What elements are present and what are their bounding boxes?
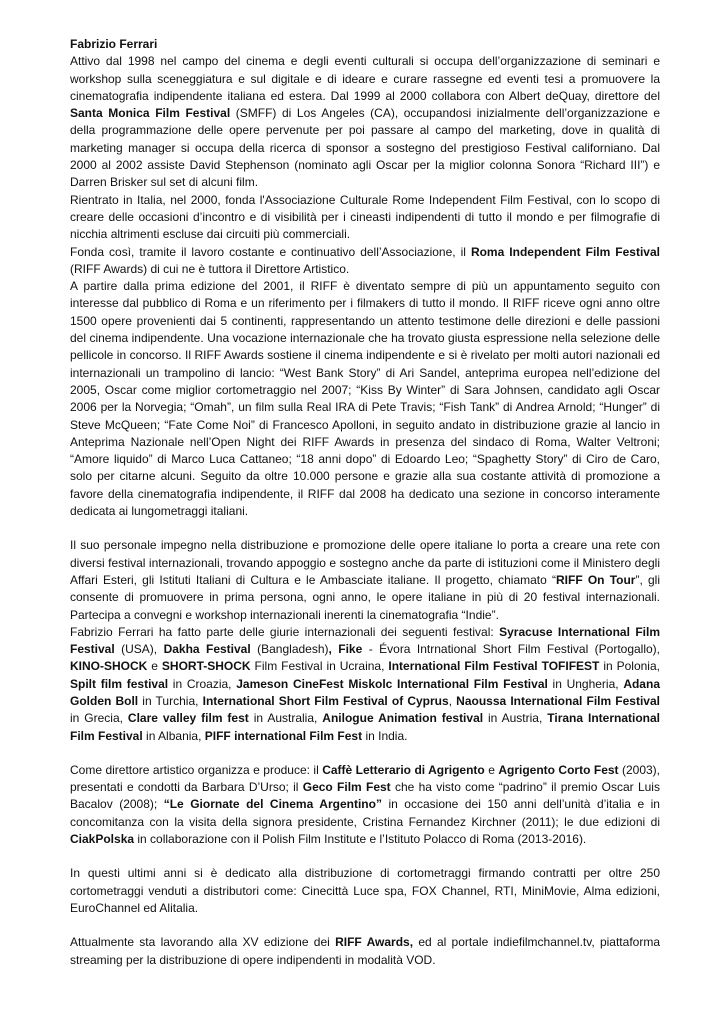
bold-text: CiakPolska — [70, 832, 135, 847]
text: (2003), presentati e condotti da Barbara D’Urso; il — [70, 762, 661, 795]
paragraph-juries — [70, 624, 660, 745]
text: in Grecia, — [70, 711, 128, 726]
paragraph-riff-founding — [70, 244, 660, 279]
text: (SMFF) di Los Angeles (CA), occupandosi inizialmente dell’organizzazione e della programmazione delle opere pervenute per poi passare al campo del marketing, dove in qualità di marketing manager si occupa della ricerca di sponsor a sostegno del prestigioso Festival californiano. Dal 2000 al 2002 assiste David Stephenson (nominato agli Oscar per la miglior colonna Sonora “Richard III”) e Darren Brisker sul set di alcuni film. — [70, 106, 661, 190]
bold-text: Santa Monica Film Festival — [70, 106, 231, 121]
text: (USA), — [114, 642, 164, 657]
text: Attualmente sta lavorando alla XV edizione dei — [70, 935, 336, 950]
bold-text: International Film Festival TOFIFEST — [388, 659, 600, 674]
text: , — [448, 693, 457, 708]
text: Film Festival in Ucraina, — [250, 659, 389, 674]
text: che ha visto come “padrino” il premio Oscar Luis Bacalov (2008); — [70, 780, 660, 812]
bold-text: KINO-SHOCK — [70, 659, 148, 674]
text: Come direttore artistico organizza e produce: il — [70, 762, 323, 777]
bold-text: Roma Independent Film Festival — [470, 244, 660, 259]
bold-text: Geco Film Fest — [302, 780, 391, 795]
bold-text: Adana Golden Boll — [70, 676, 660, 708]
text: in Croazia, — [168, 676, 237, 691]
paragraph-riff-on-tour — [70, 537, 660, 623]
text: Il suo personale impegno nella distribuzione e promozione delle opere italiane lo porta a creare una rete con diversi festival internazionali, trovando appoggio e sostegno anche da parte di istituzioni come il Ministero degli Affari Esteri, gli Istituti Italiani di Cultura e le Ambasciate italiane. Il progetto, chiamato “ — [70, 538, 660, 587]
bold-text: Clare valley film fest — [127, 711, 249, 726]
paragraph-artistic-director — [70, 762, 660, 848]
bold-text: PIFF international Film Fest — [204, 728, 363, 743]
text: in Austria, — [483, 711, 548, 726]
bold-text: SHORT-SHOCK — [161, 659, 251, 674]
biography-document — [70, 36, 660, 969]
paragraph-current-work — [70, 934, 660, 969]
paragraph-distribution: In questi ultimi anni si è dedicato alla distribuzione di cortometraggi firmando contratti per oltre 250 cortometraggi venduti a distributori come: Cinecittà Luce spa, FOX Channel, RTI, MiniMovie, Alma edizioni, EuroChannel ed Alitalia. — [70, 866, 660, 915]
text: Attivo dal 1998 nel campo del cinema e degli eventi culturali si occupa dell’organizzazione di seminari e workshop sulla sceneggiatura e sul digitale e di ideare e curare rassegne ed eventi tesi a promuovere la cinematografia indipendente italiana ed estera. Dal 1999 al 2000 collabora con Albert deQuay, direttore del — [70, 54, 660, 103]
text: in Ungheria, — [547, 676, 624, 691]
bold-text: Jameson CineFest Miskolc International Film Festival — [236, 676, 548, 691]
text: in Turchia, — [138, 693, 203, 708]
bold-text: RIFF On Tour — [556, 572, 636, 587]
text: in Australia, — [248, 711, 323, 726]
text: in collaborazione con il Polish Film Institute e l’Istituto Polacco di Roma (2013-2016). — [134, 832, 587, 847]
bold-text: Dakha Festival — [163, 642, 251, 657]
text: Fonda così, tramite il lavoro costante e continuativo dell’Associazione, il — [70, 244, 471, 259]
paragraph-early-career — [70, 53, 660, 191]
text: e — [147, 659, 162, 674]
text: - Évora Intrnational Short Film Festival (Portogallo), — [362, 642, 661, 657]
bold-text: Syracuse International Film Festival — [70, 624, 661, 657]
text: in India. — [362, 728, 408, 743]
bold-text: Naoussa International Film Festival — [456, 693, 660, 708]
bold-text: Anilogue Animation festival — [322, 711, 484, 726]
text: (Bangladesh) — [250, 642, 329, 657]
paragraph-riff-history: A partire dalla prima edizione del 2001, il RIFF è diventato sempre di più un appuntamento seguito con interesse dal pubblico di Roma e un riferimento per i filmakers di tutto il mondo. Il RIFF riceve ogni anno oltre 1500 opere provenienti dai 5 continenti, rappresentando un attento testimone delle direzioni e delle passioni del cinema indipendente. Una vocazione internazionale che ha trovato giusta espressione nella selezione delle pellicole in concorso. Il RIFF Awards sostiene il cinema indipendente e si è rivelato per molti autori nazionali ed internazionali un trampolino di lancio: “West Bank Story” di Ari Sandel, anteprima europea nell’edizione del 2005, Oscar come miglior cortometraggio nel 2007; “Kiss By Winter” di Sara Johnsen, candidato agli Oscar 2006 per la Norvegia; “Omah”, un film sulla Real IRA di Pete Travis; “Fish Tank” di Andrea Arnold; “Hunger” di Steve McQueen; “Fate Come Noi” di Francesco Apolloni, in seguito andato in distribuzione grazie al lancio in Anteprima Nazionale nell’Open Night dei RIFF Awards in presenza del sindaco di Roma, Walter Veltroni; “Amore liquido” di Marco Luca Cattaneo; “18 anni dopo” di Edoardo Leo; “Spaghetty Story” di Ciro de Caro, solo per citarne alcuni. Seguito da oltre 10.000 persone e grazie alla sua costante attività di promozione a favore della cinematografia indipendente, il RIFF dal 2008 ha dedicato una sezione in concorso interamente dedicata ai lungometraggi italiani. — [70, 279, 660, 519]
bold-text: Tirana International Film Festival — [70, 711, 661, 743]
text: ed al portale indiefilmchannel.tv, piattaforma streaming per la distribuzione di opere indipendenti in modalità VOD. — [70, 935, 660, 967]
bold-text: “Le Giornate del Cinema Argentino” — [163, 797, 382, 812]
text: in Albania, — [142, 728, 205, 743]
document-title: Fabrizio Ferrari — [70, 37, 158, 51]
text: in Polonia, — [599, 659, 660, 674]
text: e — [484, 762, 499, 777]
text: (RIFF Awards) di cui ne è tuttora il Direttore Artistico. — [70, 261, 350, 276]
text: in occasione dei 150 anni dell’unità d’italia e in concomitanza con la visita della signora presidente, Cristina Fernandez Kirchner (2011); le due edizioni di — [70, 797, 660, 829]
bold-text: , Fike — [328, 642, 363, 657]
bold-text: Spilt film festival — [70, 676, 169, 691]
bold-text: RIFF Awards, — [335, 935, 414, 950]
bold-text: Agrigento Corto Fest — [498, 762, 619, 777]
text: ”, gli consente di promuovere in prima persona, ogni anno, le opere italiane in più di 20 festival internazionali. Partecipa a convegni e workshop internazionali inerenti la cinematografia “Indie”. — [70, 572, 661, 622]
paragraph-association: Rientrato in Italia, nel 2000, fonda l'Associazione Culturale Rome Independent Film Festival, con lo scopo di creare delle occasioni d’incontro e di visibilità per i cineasti indipendenti di tutto il mondo e per filmografie di nicchia altrimenti escluse dai circuiti più commerciali. — [70, 192, 660, 242]
bold-text: International Short Film Festival of Cyprus — [202, 693, 449, 708]
bold-text: Caffè Letterario di Agrigento — [322, 762, 485, 777]
text: Fabrizio Ferrari ha fatto parte delle giurie internazionali dei seguenti festival: — [70, 624, 500, 639]
